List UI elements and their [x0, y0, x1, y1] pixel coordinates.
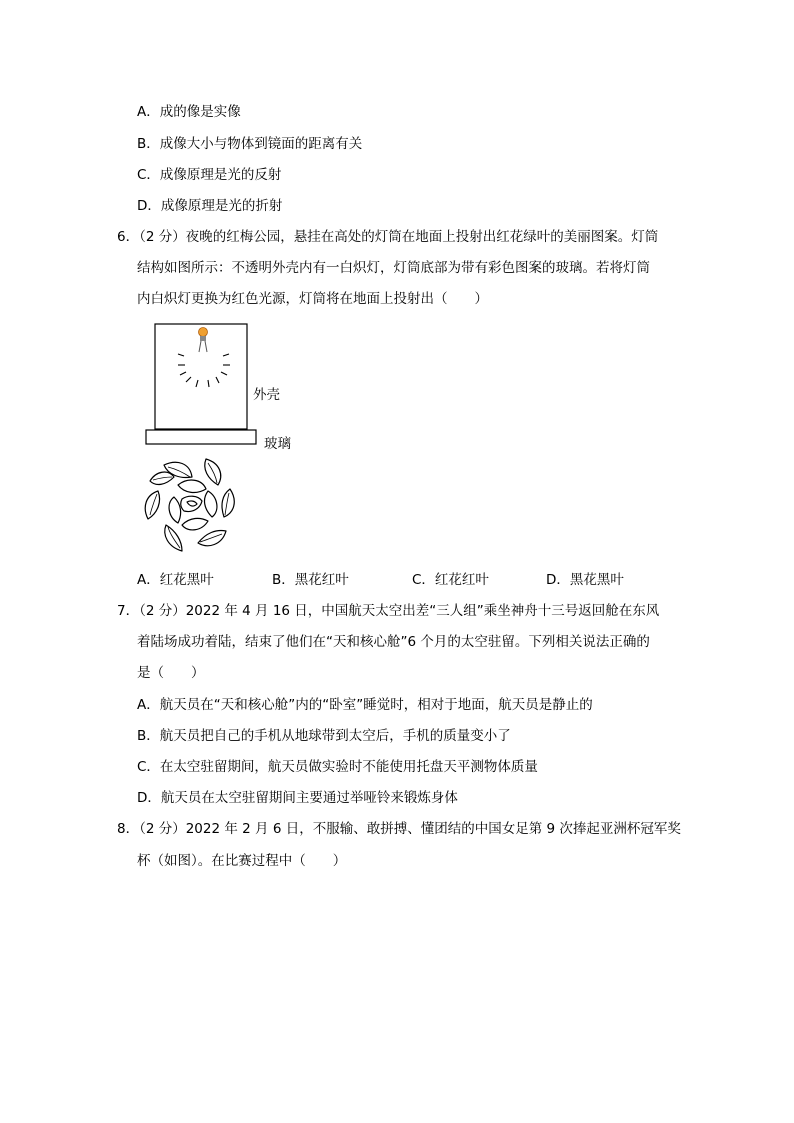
- label-glass: 玻璃: [264, 436, 291, 452]
- q7-option-c: C．在太空驻留期间，航天员做实验时不能使用托盘天平测物体质量: [137, 759, 538, 775]
- light-rays: [178, 354, 230, 387]
- q8-stem-line-1: 8．（2 分）2022 年 2 月 6 日，不服输、敢拼搏、懂团结的中国女足第 9 次捧起亚洲杯冠军奖: [117, 821, 681, 837]
- q8-stem-line-2: 杯（如图）。在比赛过程中（ ）: [137, 853, 347, 869]
- q6-option-d: D．黑花黑叶: [546, 572, 624, 588]
- q7-stem-line-1: 7．（2 分）2022 年 4 月 16 日，中国航天太空出差“三人组”乘坐神舟十三号返回舱在东风: [117, 603, 660, 619]
- q7-option-d: D．航天员在太空驻留期间主要通过举哑铃来锻炼身体: [137, 790, 458, 806]
- q6-option-b: B．黑花红叶: [272, 572, 349, 588]
- label-shell: 外壳: [253, 387, 280, 403]
- flower-figure: [142, 455, 242, 555]
- q5-option-a: A．成的像是实像: [137, 104, 241, 120]
- q6-stem-line-3: 内白炽灯更换为红色光源，灯筒将在地面上投射出（ ）: [137, 291, 488, 307]
- q7-option-b: B．航天员把自己的手机从地球带到太空后，手机的质量变小了: [137, 728, 511, 744]
- q6-option-a: A．红花黑叶: [137, 572, 214, 588]
- q6-stem-line-2: 结构如图所示：不透明外壳内有一白炽灯，灯筒底部为带有彩色图案的玻璃。若将灯筒: [137, 260, 650, 276]
- bulb-base: [200, 336, 206, 341]
- q7-stem-line-2: 着陆场成功着陆，结束了他们在“天和核心舱”6 个月的太空驻留。下列相关说法正确的: [137, 634, 650, 650]
- glass-plate: [146, 430, 256, 444]
- q7-option-a: A．航天员在“天和核心舱”内的“卧室”睡觉时，相对于地面，航天员是静止的: [137, 697, 593, 713]
- q5-option-d: D．成像原理是光的折射: [137, 198, 283, 214]
- bulb-filament: [199, 341, 207, 352]
- q7-stem-line-3: 是（ ）: [137, 665, 205, 681]
- flower-drawing: [142, 455, 242, 555]
- q6-stem-line-1: 6．（2 分）夜晚的红梅公园，悬挂在高处的灯筒在地面上投射出红花绿叶的美丽图案。灯筒: [117, 229, 659, 245]
- bulb-icon: [199, 328, 208, 337]
- q6-option-c: C．红花红叶: [412, 572, 489, 588]
- q5-option-b: B．成像大小与物体到镜面的距离有关: [137, 136, 363, 152]
- q5-option-c: C．成像原理是光的反射: [137, 167, 282, 183]
